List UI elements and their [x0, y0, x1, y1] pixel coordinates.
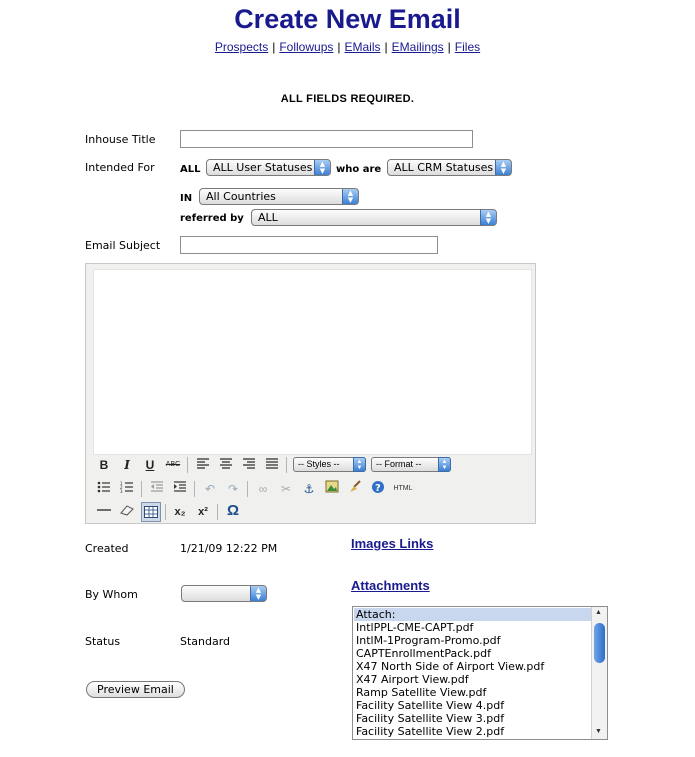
- select-arrows-icon: ▲ ▼: [353, 457, 366, 472]
- align-left-icon[interactable]: [194, 456, 212, 474]
- nav-separator: |: [384, 40, 388, 54]
- unlink-icon[interactable]: ✂: [280, 482, 292, 496]
- justify-icon[interactable]: [263, 456, 281, 474]
- list-item[interactable]: Facility Satellite View 4.pdf: [356, 699, 505, 712]
- select-arrows-icon: ▲ ▼: [342, 188, 359, 205]
- nav-link-files[interactable]: Files: [454, 40, 481, 54]
- scroll-thumb[interactable]: [594, 623, 605, 663]
- list-item[interactable]: X47 Airport View.pdf: [356, 673, 469, 686]
- attachments-list: [354, 608, 591, 738]
- link-icon[interactable]: ∞: [258, 482, 268, 496]
- editor-body[interactable]: [93, 269, 532, 455]
- cleanup-icon[interactable]: [346, 480, 364, 498]
- who-are-label: who are: [336, 164, 382, 175]
- select-arrows-icon: ▲ ▼: [250, 585, 267, 602]
- page-title: Create New Email: [234, 4, 461, 34]
- country-select[interactable]: [199, 188, 359, 205]
- preview-email-button[interactable]: Preview Email: [86, 681, 185, 698]
- html-icon[interactable]: HTML: [393, 485, 413, 492]
- nav-link-prospects[interactable]: Prospects: [214, 40, 269, 54]
- nav-separator: |: [272, 40, 276, 54]
- rich-text-editor: [85, 263, 536, 524]
- nav-link-emails[interactable]: EMails: [344, 40, 381, 54]
- top-nav: [0, 40, 695, 54]
- referred-by-label: referred by: [180, 213, 244, 224]
- scroll-down-icon[interactable]: ▼: [595, 728, 602, 735]
- created-label: Created: [85, 542, 129, 555]
- list-item[interactable]: Attach:: [354, 608, 591, 621]
- svg-text:1: 1: [120, 481, 123, 486]
- toolbar-separator: [247, 481, 248, 497]
- format-select[interactable]: [371, 457, 451, 472]
- table-icon[interactable]: [141, 502, 161, 522]
- eraser-icon[interactable]: [118, 503, 136, 521]
- all-label: ALL: [180, 164, 201, 175]
- undo-icon[interactable]: ↶: [204, 482, 216, 496]
- list-item[interactable]: IntlM-1Program-Promo.pdf: [356, 634, 501, 647]
- subscript-icon[interactable]: x₂: [174, 506, 186, 518]
- svg-text:2: 2: [120, 485, 123, 490]
- list-item[interactable]: Facility Satellite View 3.pdf: [356, 712, 505, 725]
- indent-icon[interactable]: [171, 480, 189, 498]
- special-char-icon[interactable]: Ω: [226, 502, 240, 519]
- inhouse-title-input[interactable]: [180, 130, 473, 148]
- intended-for-label: Intended For: [85, 161, 155, 174]
- user-status-value: ALL User Statuses: [213, 161, 313, 174]
- svg-text:?: ?: [375, 483, 381, 494]
- image-icon[interactable]: [323, 480, 341, 498]
- created-value: 1/21/09 12:22 PM: [180, 542, 278, 555]
- attachments-link[interactable]: Attachments: [351, 578, 430, 593]
- user-status-select[interactable]: [206, 159, 331, 176]
- attachments-scrollbar[interactable]: [591, 607, 607, 739]
- select-arrows-icon: ▲ ▼: [438, 457, 451, 472]
- format-select-value: -- Format --: [376, 459, 422, 469]
- required-note: ALL FIELDS REQUIRED.: [280, 93, 415, 105]
- inhouse-title-label: Inhouse Title: [85, 133, 156, 146]
- outdent-icon[interactable]: [148, 480, 166, 498]
- select-arrows-icon: ▲ ▼: [480, 209, 497, 226]
- by-whom-label: By Whom: [85, 588, 138, 601]
- svg-text:3: 3: [120, 489, 123, 493]
- in-label: IN: [180, 193, 193, 204]
- toolbar-separator: [286, 457, 287, 473]
- horizontal-rule-icon[interactable]: [95, 503, 113, 521]
- numbered-list-icon[interactable]: [118, 480, 136, 498]
- toolbar-separator: [217, 504, 218, 520]
- referred-by-select[interactable]: [251, 209, 497, 226]
- toolbar-separator: [141, 481, 142, 497]
- select-arrows-icon: ▲ ▼: [314, 159, 331, 176]
- attachments-listbox[interactable]: [352, 606, 608, 740]
- styles-select-value: -- Styles --: [298, 459, 340, 469]
- list-item[interactable]: X47 North Side of Airport View.pdf: [356, 660, 545, 673]
- scroll-up-icon[interactable]: ▲: [595, 609, 602, 616]
- align-center-icon[interactable]: [217, 456, 235, 474]
- list-item[interactable]: Facility Satellite View 2.pdf: [356, 725, 505, 738]
- crm-status-value: ALL CRM Statuses: [394, 161, 494, 174]
- country-value: All Countries: [206, 190, 276, 203]
- strikethrough-icon[interactable]: ABC: [165, 461, 181, 468]
- list-item[interactable]: IntlPPL-CME-CAPT.pdf: [356, 621, 474, 634]
- nav-link-emailings[interactable]: EMailings: [391, 40, 444, 54]
- email-subject-input[interactable]: [180, 236, 438, 254]
- toolbar-separator: [187, 457, 188, 473]
- images-links-link[interactable]: Images Links: [351, 536, 434, 551]
- nav-separator: |: [447, 40, 451, 54]
- status-value: Standard: [180, 635, 231, 648]
- underline-icon[interactable]: U: [145, 458, 155, 472]
- italic-icon[interactable]: I: [124, 458, 130, 472]
- redo-icon[interactable]: ↷: [227, 482, 239, 496]
- styles-select[interactable]: [293, 457, 366, 472]
- nav-separator: |: [337, 40, 341, 54]
- list-item[interactable]: CAPTEnrollmentPack.pdf: [356, 647, 492, 660]
- anchor-icon[interactable]: ⚓: [303, 482, 315, 496]
- by-whom-select[interactable]: [181, 585, 267, 602]
- status-label: Status: [85, 635, 121, 648]
- align-right-icon[interactable]: [240, 456, 258, 474]
- email-subject-label: Email Subject: [85, 239, 161, 252]
- select-arrows-icon: ▲ ▼: [495, 159, 512, 176]
- toolbar-separator: [165, 504, 166, 520]
- referred-by-value: ALL: [258, 211, 278, 224]
- crm-status-select[interactable]: [387, 159, 512, 176]
- list-item[interactable]: Ramp Satellite View.pdf: [356, 686, 487, 699]
- nav-link-followups[interactable]: Followups: [279, 40, 334, 54]
- help-icon[interactable]: [369, 480, 387, 498]
- bullet-list-icon[interactable]: [95, 480, 113, 498]
- superscript-icon[interactable]: x²: [198, 506, 208, 518]
- toolbar-separator: [194, 481, 195, 497]
- bold-icon[interactable]: B: [99, 458, 109, 472]
